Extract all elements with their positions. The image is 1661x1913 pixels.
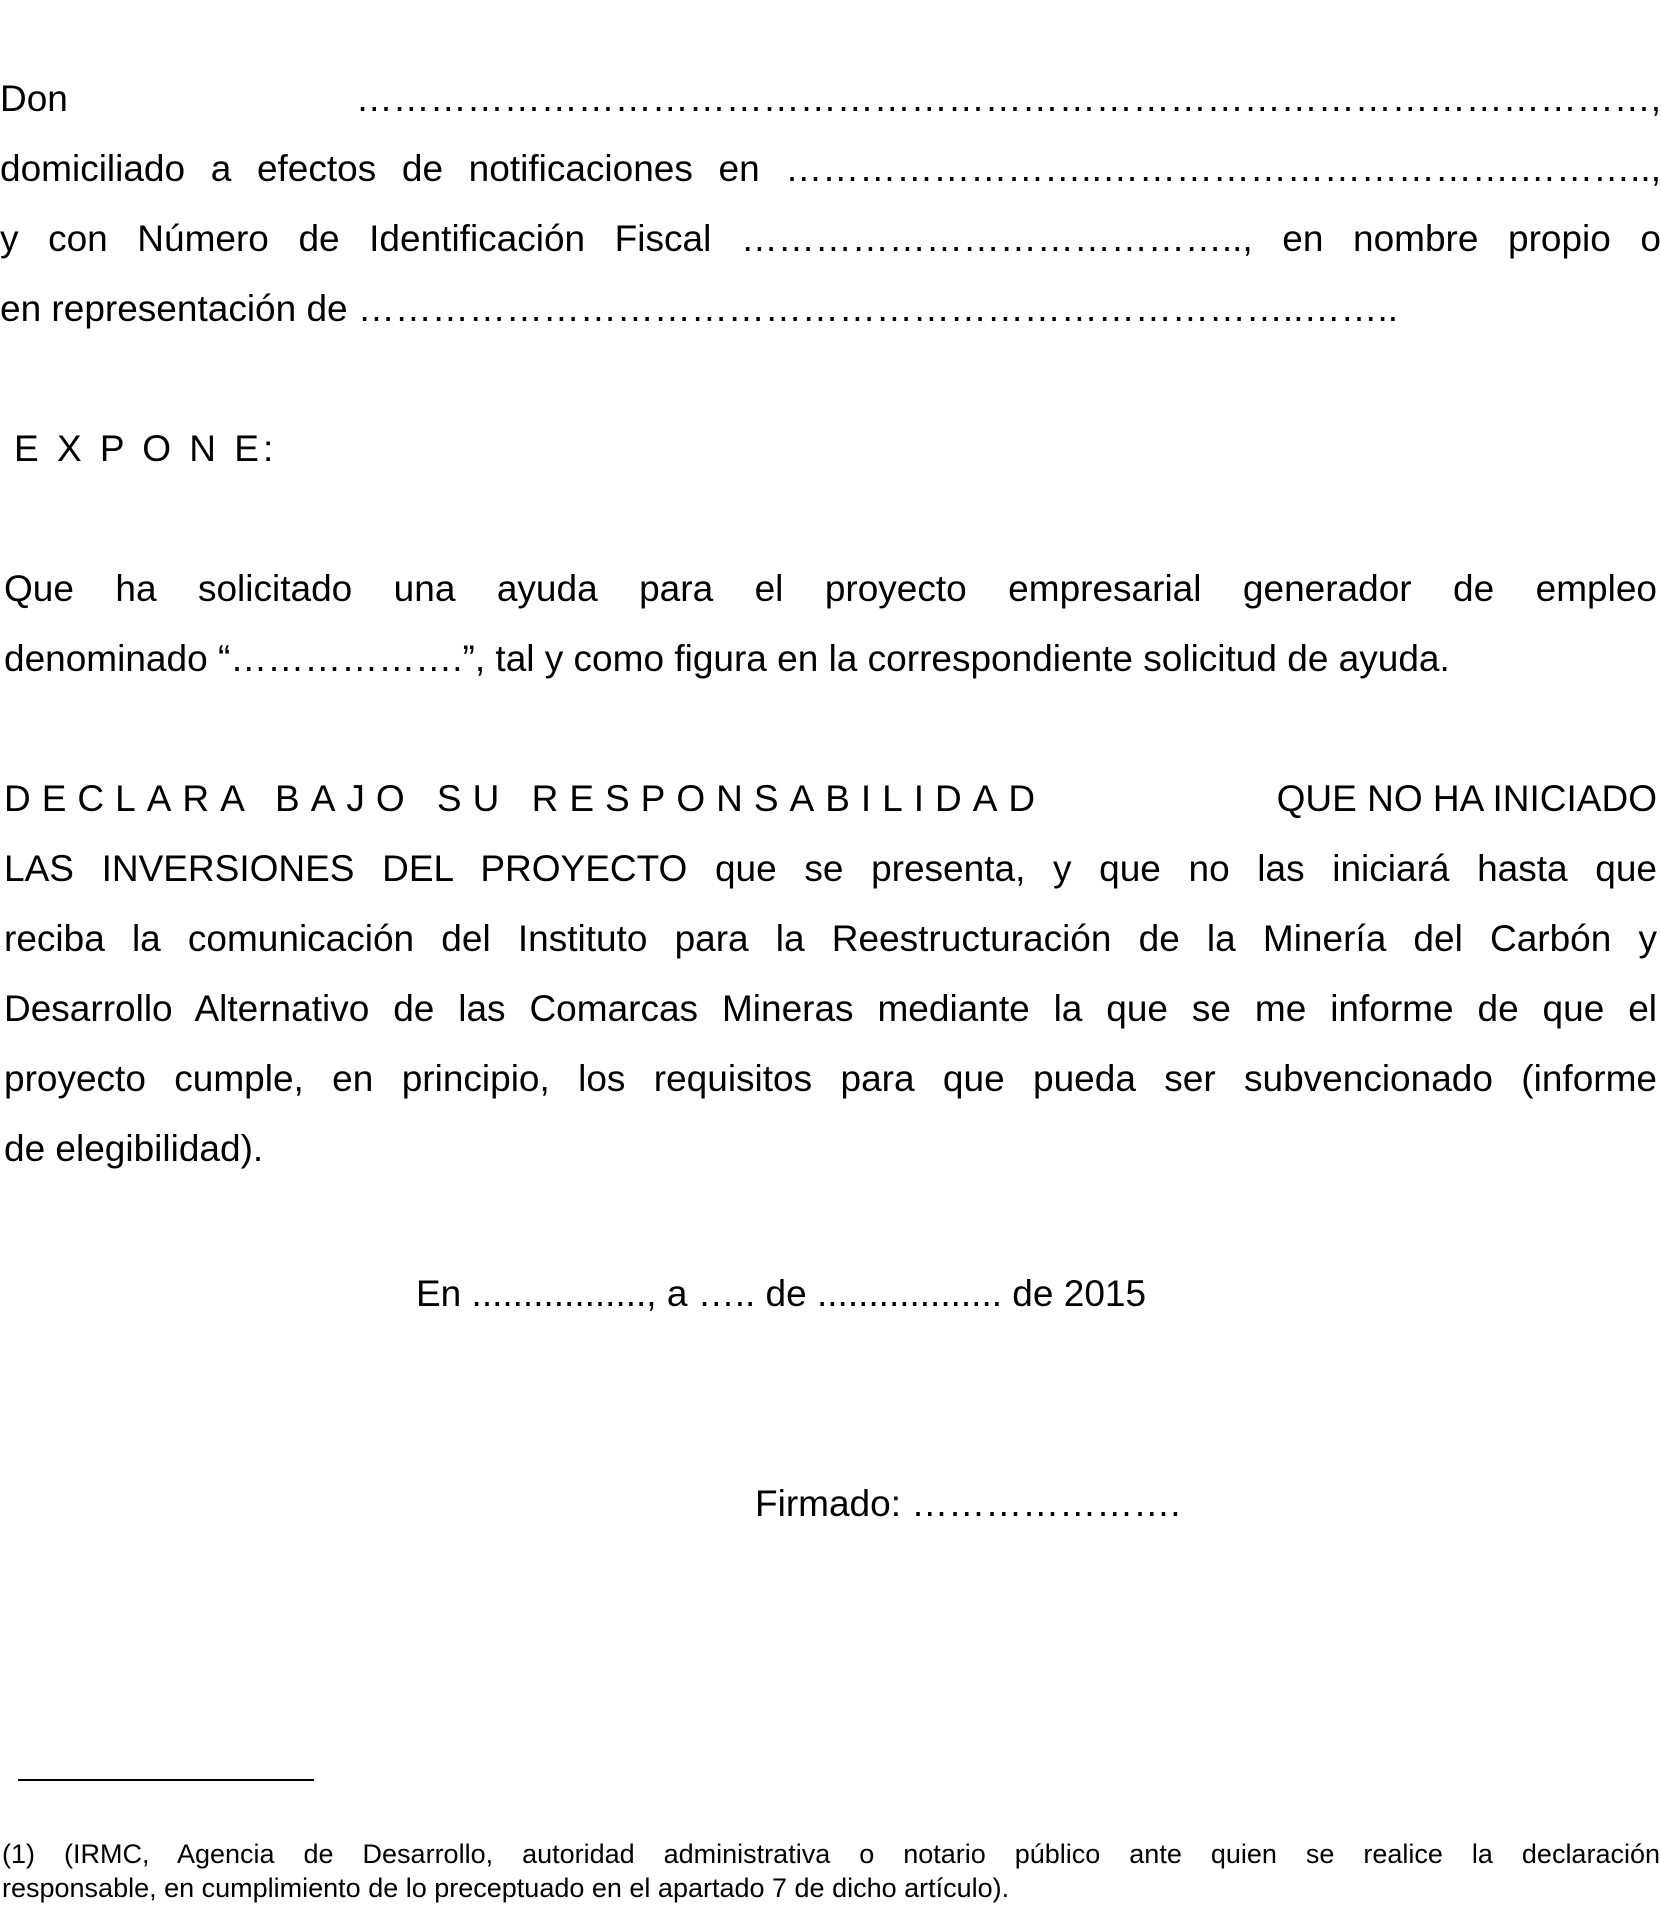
declara-heading: DECLARA BAJO SU RESPONSABILIDAD	[4, 778, 1047, 819]
expone-heading: E X P O N E:	[14, 428, 278, 469]
expone-line-1: Que ha solicitado una ayuda para el proyecto empresarial generador de empleo	[4, 568, 1657, 609]
declara-line-1	[4, 777, 1657, 821]
date-line: En ................., a ….. de .................. de 2015	[416, 1273, 1147, 1314]
expone-line-2: denominado “……………….”, tal y como figura en la correspondiente solicitud de ayuda.	[4, 638, 1450, 679]
footnote-line-2: responsable, en cumplimiento de lo preceptuado en el apartado 7 de dicho artículo).	[2, 1873, 1010, 1903]
representation-line: en representación de …………………………………………………………………..……..	[0, 288, 1399, 329]
declara-line-4: Desarrollo Alternativo de las Comarcas Mineras mediante la que se me informe de que el	[4, 988, 1657, 1029]
tax-id-line: y con Número de Identificación Fiscal ………………………………….., en nombre propio o	[0, 218, 1661, 259]
declara-line-3: reciba la comunicación del Instituto para la Reestructuración de la Minería del Carbón y	[4, 918, 1657, 959]
declara-line-5: proyecto cumple, en principio, los requisitos para que pueda ser subvencionado (informe	[4, 1058, 1657, 1099]
signature-line: Firmado: ………………….	[755, 1483, 1181, 1524]
declara-line-6: de elegibilidad).	[4, 1128, 264, 1169]
declara-line-2: LAS INVERSIONES DEL PROYECTO que se presenta, y que no las iniciará hasta que	[4, 848, 1657, 889]
declara-line-1-rest: QUE NO HA INICIADO	[1276, 778, 1657, 819]
address-line: domiciliado a efectos de notificaciones en ……………………..…………………………….………..,	[0, 148, 1661, 189]
footnote-separator	[18, 1779, 314, 1781]
applicant-name-line: Don ……………………………………………………………………………………………,	[0, 78, 1661, 119]
footnote-line-1: (1) (IRMC, Agencia de Desarrollo, autoridad administrativa o notario público ante quien se realice la declaración	[2, 1839, 1660, 1869]
